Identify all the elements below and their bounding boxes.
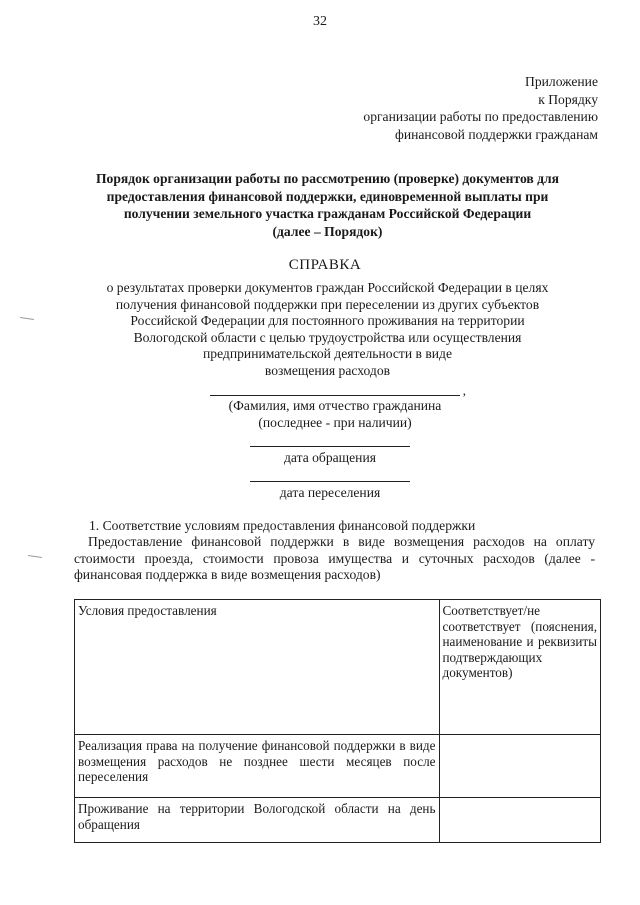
order-title-line: предоставления финансовой поддержки, единовременной выплаты при [106,188,549,204]
relocation-date-caption: дата переселения [279,485,381,500]
page-number: 32 [313,14,327,29]
spravka-line: о результатах проверки документов граждан Российской Федерации в целях [106,280,549,295]
name-caption-line: (Фамилия, имя отчество гражданина [228,398,442,413]
spravka-line: получения финансовой поддержки при переселении из других субъектов [115,296,540,312]
compliance-cell[interactable] [439,798,601,843]
spravka-line: возмещения расходов [264,362,391,378]
spravka-line: Российской Федерации для постоянного проживания на территории [130,313,525,328]
appendix-line: Приложение [525,74,598,89]
condition-cell: Реализация права на получение финансовой поддержки в виде возмещения расходов не позднее шести месяцев после переселения [75,735,440,798]
appendix-line: финансовой поддержки гражданам [395,126,598,142]
appendix-line: организации работы по предоставлению [363,109,598,124]
name-caption [200,398,470,431]
appendix-header [363,73,598,143]
scan-mark [28,555,42,558]
conditions-table [74,599,601,843]
relocation-date-field [250,467,410,501]
order-title-line: Порядок организации работы по рассмотрению (проверке) документов для [95,171,560,186]
order-title [60,170,595,240]
name-caption-line: (последнее - при наличии) [258,414,412,430]
relocation-date-blank-line[interactable] [250,467,410,482]
header-conditions-cell: Условия предоставления [75,600,440,735]
application-date-caption: дата обращения [284,450,376,465]
order-title-line: получении земельного участка гражданам Российской Федерации [123,206,532,221]
table-row [75,798,601,843]
section-heading: 1. Соответствие условиям предоставления финансовой поддержки [89,518,476,533]
spravka-title: СПРАВКА [288,257,362,273]
spravka-subject [70,280,585,379]
appendix-line: к Порядку [538,91,598,107]
section-paragraph: Предоставление финансовой поддержки в виде возмещения расходов на оплату стоимости проезда, стоимости провоза имущества и суточных расходов (далее - финансовая поддержка в виде возмещения расходов) [74,534,595,582]
header-compliance-cell: Соответствует/не соответствует (пояснения, наименование и реквизиты подтверждающих документов) [439,600,601,735]
order-title-line: (далее – Порядок) [272,223,383,239]
spravka-line: Вологодской области с целью трудоустройства или осуществления [133,329,522,345]
spravka-line: предпринимательской деятельности в виде [203,346,452,361]
table-header-row [75,600,601,735]
table-row [75,735,601,798]
scan-mark [20,317,34,320]
name-blank-line[interactable]: , [210,380,460,396]
compliance-cell[interactable] [439,735,601,798]
application-date-blank-line[interactable] [250,432,410,447]
application-date-field [250,432,410,466]
citizen-name-field [200,380,470,431]
condition-cell: Проживание на территории Вологодской области на день обращения [75,798,440,843]
